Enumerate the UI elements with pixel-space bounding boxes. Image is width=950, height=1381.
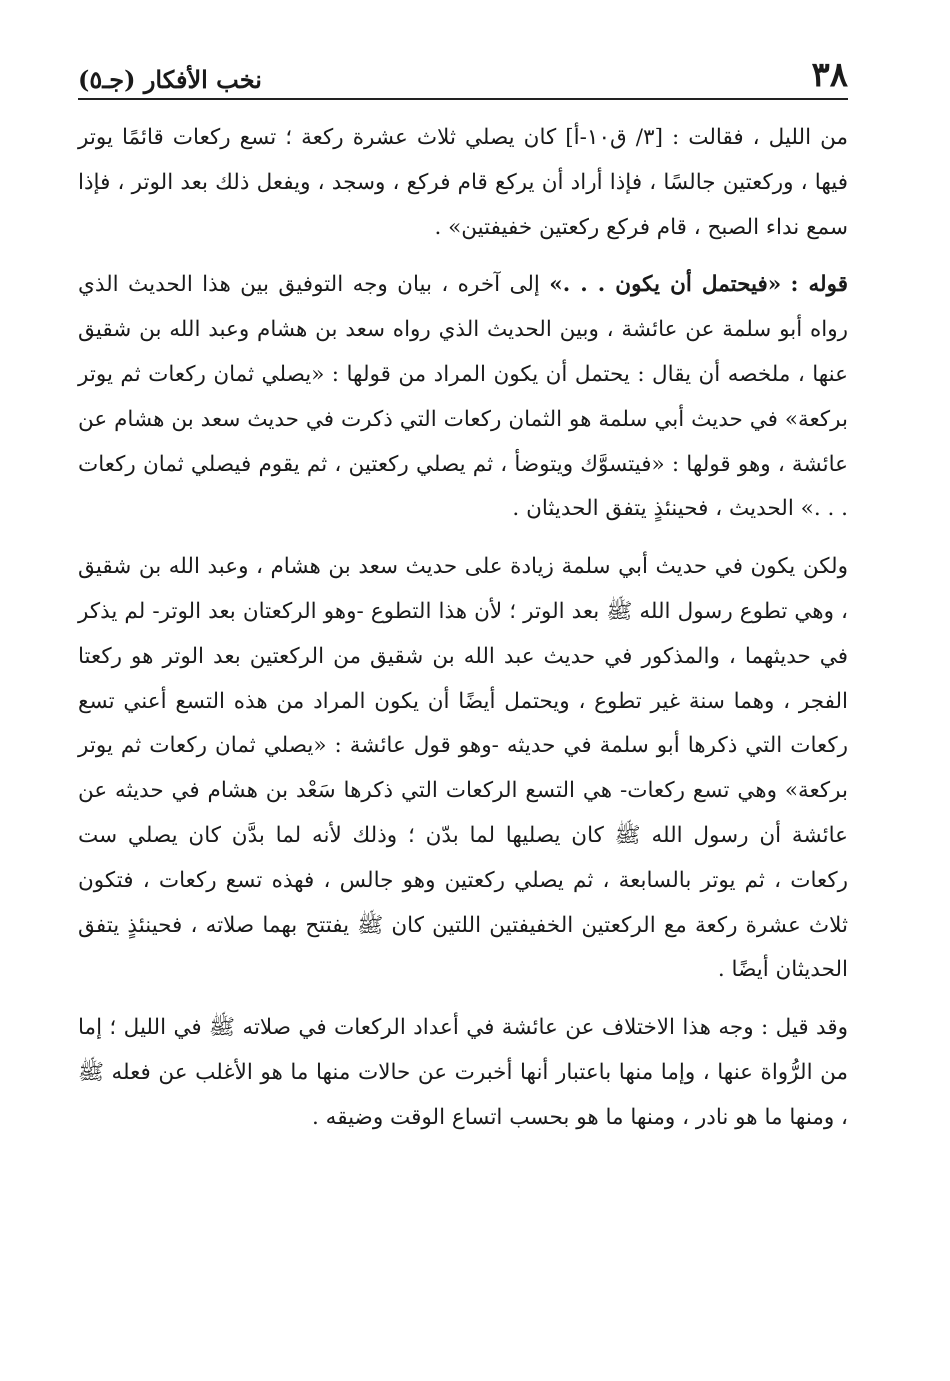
paragraph-3 (78, 545, 848, 993)
book-title: نخب الأفكار (جـ٥) (78, 65, 262, 94)
paragraph-text: ولكن يكون في حديث أبي سلمة زيادة على حديث سعد بن هشام ، وعبد الله بن شقيق ، وهي تطوع رسول الله ﷺ بعد الوتر ؛ لأن هذا التطوع -وهو الركعتان بعد الوتر- لم يذكر في حديثهما ، والمذكور في حديث عبد الله بن شقيق من الركعتين بعد الوتر هو ركعتا الفجر ، وهما سنة غير تطوع ، ويحتمل أيضًا أن يكون المراد من هذه التسع أعني تسع ركعات التي ذكرها أبو سلمة في حديثه -وهو قول عائشة : «يصلي ثمان ركعات ثم يوتر بركعة» وهي تسع ركعات- هي التسع الركعات التي ذكرها سَعْد بن هشام في حديثه عن عائشة أن رسول الله ﷺ كان يصليها لما بدّن ؛ وذلك لأنه لما بدَّن كان يصلي ست ركعات ، ثم يوتر بالسابعة ، ثم يصلي ركعتين وهو جالس ، فهذه تسع ركعات ، فتكون ثلاث عشرة ركعة مع الركعتين الخفيفتين اللتين كان ﷺ يفتتح بهما صلاته ، فحينئذٍ يتفق الحديثان أيضًا . (78, 554, 849, 983)
quoted-phrase: «فيحتمل أن يكون . . .» (549, 272, 782, 298)
running-header (78, 48, 848, 100)
paragraph-2 (78, 263, 848, 532)
paragraph-text: إلى آخره ، بيان وجه التوفيق بين هذا الحديث الذي رواه أبو سلمة عن عائشة ، وبين الحديث الذي رواه سعد بن هشام وعبد الله بن شقيق عنها ، ملخصه أن يقال : يحتمل أن يكون المراد من قولها : «يصلي ثمان ركعات ثم يوتر بركعة» في حديث أبي سلمة هو الثمان ركعات التي ذكرت في حديث سعد بن هشام عن عائشة ، وهو قولها : «فيتسوَّك ويتوضأ ، ثم يصلي ركعتين ، ثم يقوم فيصلي ثمان ركعات . . .» الحديث ، فحينئذٍ يتفق الحديثان . (78, 272, 848, 522)
paragraph-4 (78, 1006, 848, 1140)
commentary-label: قوله : (790, 272, 848, 298)
paragraph-text: وقد قيل : وجه هذا الاختلاف عن عائشة في أعداد الركعات في صلاته ﷺ في الليل ؛ إما من الرُّواة عنها ، وإما منها باعتبار أنها أخبرت عن حالات منها ما هو الأغلب عن فعله ﷺ ، ومنها ما هو نادر ، ومنها ما هو بحسب اتساع الوقت وضيقه . (78, 1015, 848, 1130)
book-page (78, 48, 848, 1141)
page-number: ٣٨ (811, 55, 848, 95)
body-text (78, 116, 848, 1141)
paragraph-text: من الليل ، فقالت : [٣/ ق١٠-أ] كان يصلي ثلاث عشرة ركعة ؛ تسع ركعات قائمًا يوتر فيها ، وركعتين جالسًا ، فإذا أراد أن يركع قام فركع ، وسجد ، ويفعل ذلك بعد الوتر ، فإذا سمع نداء الصبح ، قام فركع ركعتين خفيفتين» . (78, 125, 848, 240)
paragraph-1 (78, 116, 848, 250)
